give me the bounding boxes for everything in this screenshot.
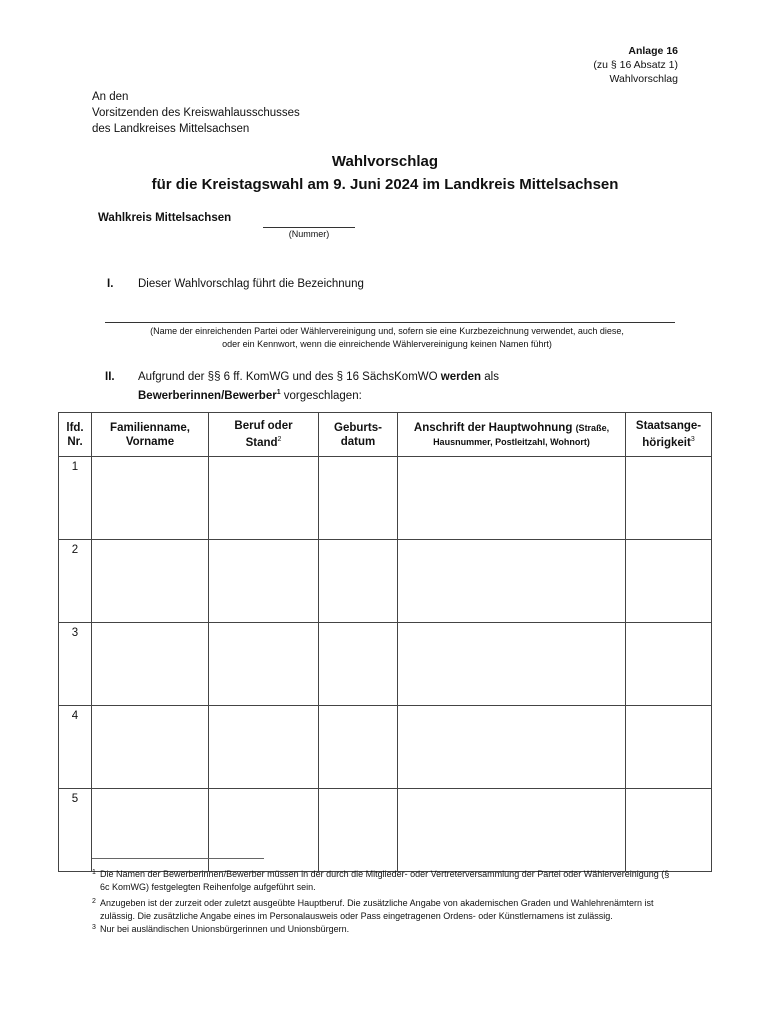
footnote-mark: 1: [92, 869, 96, 876]
footnote-text: Die Namen der Bewerberinnen/Bewerber müssen in der durch die Mitglieder- oder Vertreterversammlung der Partei oder Wählervereinigung (§ 6c KomWG) festgelegten Reihenfolge aufgeführt sein.: [100, 869, 670, 892]
cell-address[interactable]: [398, 706, 626, 789]
section-2-text: [138, 369, 608, 404]
cell-name[interactable]: [92, 540, 209, 623]
col-header-birthdate: Geburts- datum: [319, 413, 398, 457]
footnote-text: Anzugeben ist der zurzeit oder zuletzt ausgeübte Hauptberuf. Die zusätzliche Angabe von akademischen Graden und Wahlehrenämtern ist zulässig. Die zusätzliche Angabe eines im Personalausweis oder Pass eingetragenen Ordens- oder Künstlernamens ist zulässig.: [100, 898, 654, 921]
wahlkreis-number-line: [263, 227, 355, 228]
cell-occupation[interactable]: [209, 623, 319, 706]
section-2-text-post: als: [481, 371, 499, 383]
recipient-address: [92, 89, 300, 137]
cell-name[interactable]: [92, 457, 209, 540]
footnote-separator: [92, 858, 264, 859]
section-2-candidates-label: Bewerberinnen/Bewerber: [138, 389, 277, 402]
designation-note: [98, 325, 676, 351]
cell-nationality[interactable]: [626, 706, 712, 789]
section-2-text-bold: werden: [440, 371, 482, 383]
cell-nationality[interactable]: [626, 789, 712, 872]
cell-address[interactable]: [398, 623, 626, 706]
annex-paragraph-ref: (zu § 16 Absatz 1): [593, 59, 678, 71]
footnote-mark: 3: [92, 924, 96, 931]
footnote-mark: 2: [92, 898, 96, 905]
cell-occupation[interactable]: [209, 540, 319, 623]
cell-birthdate[interactable]: [319, 540, 398, 623]
row-number: 4: [59, 706, 92, 789]
cell-birthdate[interactable]: [319, 706, 398, 789]
row-number: 5: [59, 789, 92, 872]
col-header-number: lfd. Nr.: [59, 413, 92, 457]
section-2-footnote-ref: 1: [276, 389, 281, 396]
table-row: [59, 623, 712, 706]
table-row: [59, 706, 712, 789]
designation-field[interactable]: [105, 306, 675, 321]
designation-note-line-2: oder ein Kennwort, wenn die einreichende Wählervereinigung keinen Namen führt): [222, 339, 552, 349]
row-number: 3: [59, 623, 92, 706]
section-2-line-1: [138, 369, 608, 385]
section-1-text: Dieser Wahlvorschlag führt die Bezeichnung: [138, 278, 364, 290]
cell-address[interactable]: [398, 789, 626, 872]
address-line-1: An den: [92, 91, 129, 103]
cell-name[interactable]: [92, 706, 209, 789]
document-subtitle: für die Kreistagswahl am 9. Juni 2024 im Landkreis Mittelsachsen: [151, 176, 619, 193]
footnote-1: [92, 868, 677, 894]
cell-birthdate[interactable]: [319, 457, 398, 540]
col-header-occupation: Beruf oder Stand$^2$: [209, 413, 319, 457]
section-1-number: I.: [107, 278, 114, 290]
row-number: 2: [59, 540, 92, 623]
table-row: [59, 457, 712, 540]
wahlkreis-number-caption: (Nummer): [288, 229, 330, 239]
cell-nationality[interactable]: [626, 457, 712, 540]
col-header-name: Familienname, Vorname: [92, 413, 209, 457]
cell-name[interactable]: [92, 623, 209, 706]
cell-name[interactable]: [92, 789, 209, 872]
address-line-3: des Landkreises Mittelsachsen: [92, 123, 250, 135]
footnote-text: Nur bei ausländischen Unionsbürgerinnen und Unionsbürgern.: [100, 924, 350, 934]
table-row: [59, 789, 712, 872]
document-title: Wahlvorschlag: [331, 153, 439, 170]
annex-reference: [593, 44, 678, 86]
cell-birthdate[interactable]: [319, 623, 398, 706]
candidates-table: [58, 412, 712, 872]
section-2-number: II.: [105, 371, 115, 383]
table-row: [59, 540, 712, 623]
designation-line: [105, 322, 675, 323]
address-line-2: Vorsitzenden des Kreiswahlausschusses: [92, 107, 300, 119]
footnote-3: [92, 923, 677, 936]
annex-number: Anlage 16: [628, 45, 678, 57]
cell-address[interactable]: [398, 540, 626, 623]
cell-occupation[interactable]: [209, 789, 319, 872]
row-number: 1: [59, 457, 92, 540]
footnote-2: [92, 897, 677, 923]
section-2-line-2-post: vorgeschlagen:: [280, 389, 362, 402]
section-2-text-pre: Aufgrund der §§ 6 ff. KomWG und des § 16 SächsKomWO: [138, 371, 441, 383]
table-header-row: [59, 413, 712, 457]
annex-doc-type: Wahlvorschlag: [609, 73, 678, 85]
designation-note-line-1: (Name der einreichenden Partei oder Wählervereinigung und, sofern sie eine Kurzbezeichnung verwendet, auch diese,: [150, 326, 624, 336]
cell-occupation[interactable]: [209, 706, 319, 789]
footnotes: [92, 868, 677, 936]
cell-nationality[interactable]: [626, 540, 712, 623]
section-2-line-2: [138, 385, 608, 404]
col-header-address: Anschrift der Hauptwohnung (Straße, Hausnummer, Postleitzahl, Wohnort): [398, 413, 626, 457]
cell-occupation[interactable]: [209, 457, 319, 540]
cell-address[interactable]: [398, 457, 626, 540]
wahlkreis-label: Wahlkreis Mittelsachsen: [98, 212, 232, 224]
col-header-nationality: Staatsange- hörigkeit$^3$: [626, 413, 712, 457]
cell-birthdate[interactable]: [319, 789, 398, 872]
cell-nationality[interactable]: [626, 623, 712, 706]
wahlkreis-number-field[interactable]: [263, 211, 355, 226]
